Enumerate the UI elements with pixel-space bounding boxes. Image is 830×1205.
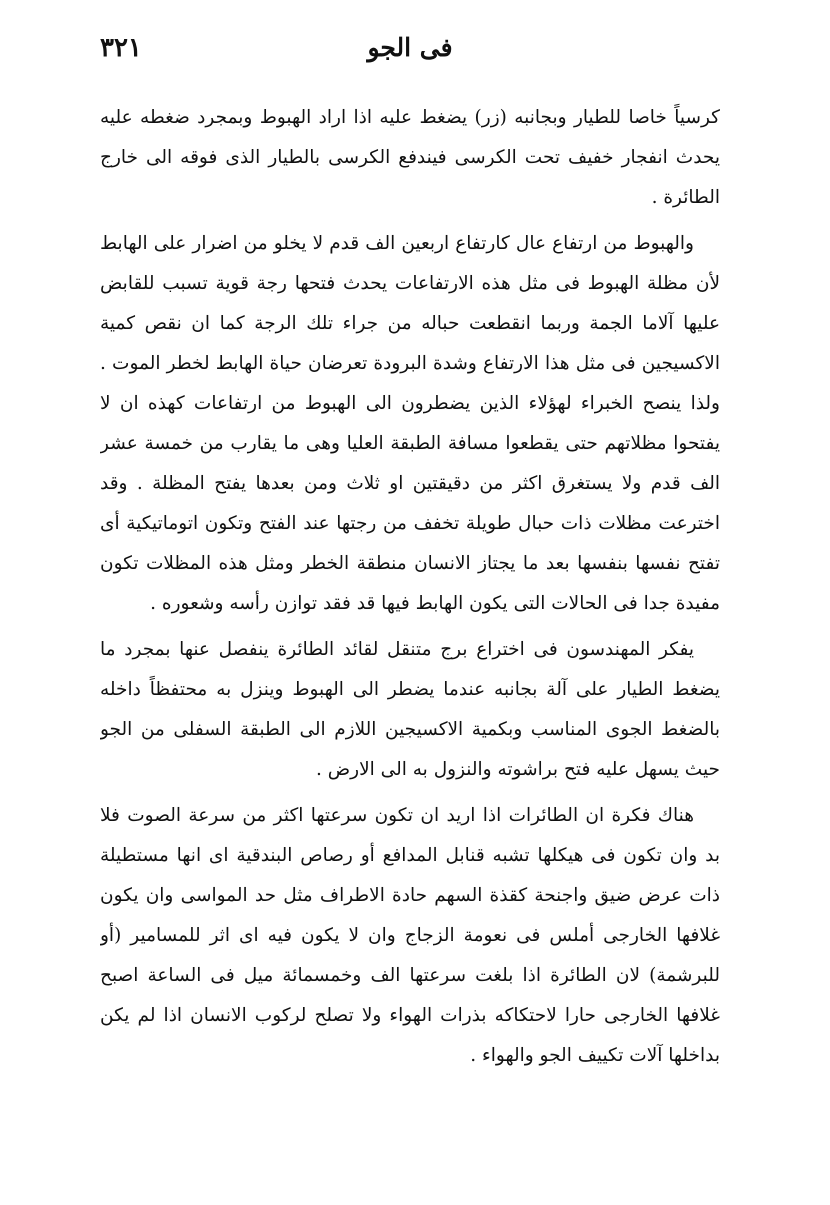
paragraph-1: كرسياً خاصا للطيار وبجانبه (زر) يضغط عليه اذا اراد الهبوط وبمجرد ضغطه عليه يحدث انفجار خفيف تحت الكرسى فيندفع الكرسى بالطيار الذى فوقه الى خارج الطائرة . [100, 107, 720, 208]
page-header [100, 28, 720, 68]
paragraph-4: هناك فكرة ان الطائرات اذا اريد ان تكون سرعتها اكثر من سرعة الصوت فلا بد وان تكون فى هيكلها تشبه قنابل المدافع أو رصاص البندقية اى انها مستطيلة ذات عرض ضيق واجنحة كقذة السهم حادة الاطراف مثل حد المواسى وان يكون غلافها الخارجى أملس فى نعومة الزجاج وان لا يكون فيه اى اثر للمسامير (أو للبرشمة) لان الطائرة اذا بلغت سرعتها الف وخمسمائة ميل فى الساعة اصبح غلافها الخارجى حارا لاحتكاكه بذرات الهواء ولا تصلح لركوب الانسان اذا لم يكن بداخلها آلات تكييف الجو والهواء . [100, 805, 720, 1066]
running-title: فى الجو [367, 33, 453, 62]
paragraph-3: يفكر المهندسون فى اختراع برج متنقل لقائد الطائرة ينفصل عنها بمجرد ما يضغط الطيار على آلة بجانبه عندما يضطر الى الهبوط وينزل به محتفظاً داخله بالضغط الجوى المناسب وبكمية الاكسيجين اللازم الى الطبقة السفلى من الجو حيث يسهل عليه فتح براشوته والنزول به الى الارض . [100, 639, 720, 780]
page-number: ٣٢١ [100, 33, 142, 63]
paragraph-2: والهبوط من ارتفاع عال كارتفاع اربعين الف قدم لا يخلو من اضرار على الهابط لأن مظلة الهبوط فى مثل هذه الارتفاعات يحدث فتحها رجة قوية تسبب للقابض عليها آلاما الجمة وربما انقطعت حباله من جراء تلك الرجة كما ان نقص كمية الاكسيجين فى مثل هذا الارتفاع وشدة البرودة تعرضان حياة الهابط لخطر الموت . ولذا ينصح الخبراء لهؤلاء الذين يضطرون الى الهبوط من ارتفاعات كهذه ان لا يفتحوا مظلاتهم حتى يقطعوا مسافة الطبقة العليا وهى ما يقارب من خمسة عشر الف قدم ولا يستغرق اكثر من دقيقتين او ثلاث ومن بعدها يفتح المظلة . وقد اخترعت مظلات ذات حبال طويلة تخفف من رجتها عند الفتح وتكون اتوماتيكية أى تفتح نفسها بنفسها بعد ما يجتاز الانسان منطقة الخطر ومثل هذه المظلات تكون مفيدة جدا فى الحالات التى يكون الهابط فيها قد فقد توازن رأسه وشعوره . [100, 233, 720, 614]
body-text [100, 98, 720, 1178]
